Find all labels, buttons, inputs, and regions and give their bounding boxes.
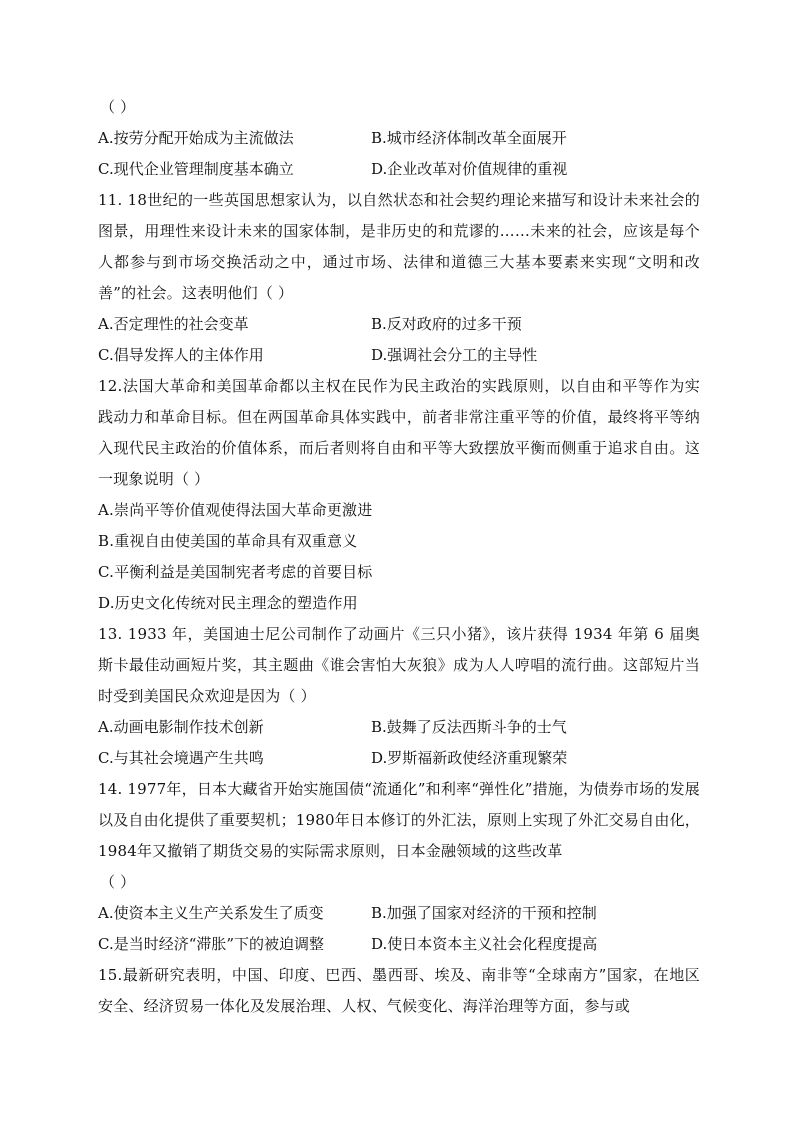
q13-stem: 13. 1933 年，美国迪士尼公司制作了动画片《三只小猪》，该片获得 1934 年第 6 届奥斯卡最佳动画短片奖，其主题曲《谁会害怕大灰狼》成为人人哼唱的流行曲。这部短片当时受到美国民众欢迎是因为（ ） [98,625,700,705]
q11-stem: 11. 18世纪的一些英国思想家认为，以自然状态和社会契约理论来描写和设计未来社会的图景，用理性来设计未来的国家体制，是非历史的和荒谬的……未来的社会，应该是每个人都参与到市场交换活动之中，通过市场、法律和道德三大基本要素来实现“文明和改善”的社会。这表明他们（ ） [98,191,700,302]
q14-options-row-1 [98,898,700,929]
exam-page [98,92,700,1022]
q11-options-row-1 [98,309,700,340]
q10-answer-paren: （ ） [100,98,136,116]
q12-option-b: B.重视自由使美国的革命具有双重意义 [98,532,358,550]
q13-option-d: D.罗斯福新政使经济重现繁荣 [371,749,568,767]
q11-option-b: B.反对政府的过多干预 [371,315,522,333]
q10-option-c: C.现代企业管理制度基本确立 [98,160,294,178]
q10-options-row-1 [98,123,700,154]
q12-option-a: A.崇尚平等价值观使得法国大革命更激进 [98,501,373,519]
q14-answer-paren: （ ） [100,873,136,891]
q13-option-c: C.与其社会境遇产生共鸣 [98,749,264,767]
q11-option-d: D.强调社会分工的主导性 [371,346,538,364]
q13-option-b: B.鼓舞了反法西斯斗争的士气 [371,718,567,736]
q11-option-a: A.否定理性的社会变革 [98,315,249,333]
q14-option-c: C.是当时经济“滞胀”下的被迫调整 [98,935,325,953]
q12-stem: 12.法国大革命和美国革命都以主权在民作为民主政治的实践原则，以自由和平等作为实践动力和革命目标。但在两国革命具体实践中，前者非常注重平等的价值，最终将平等纳入现代民主政治的价值体系，而后者则将自由和平等大致摆放平衡而侧重于追求自由。这一现象说明（ ） [98,377,700,488]
q12-option-d: D.历史文化传统对民主理念的塑造作用 [98,594,358,612]
q14-option-d: D.使日本资本主义社会化程度提高 [371,935,598,953]
q10-option-a: A.按劳分配开始成为主流做法 [98,129,294,147]
q14-stem: 14. 1977年，日本大藏省开始实施国债“流通化”和利率“弹性化”措施，为债券市场的发展以及自由化提供了重要契机；1980年日本修订的外汇法，原则上实现了外汇交易自由化，1984年又撤销了期货交易的实际需求原则，日本金融领域的这些改革 [98,780,700,860]
q13-options-row-1 [98,712,700,743]
q14-option-a: A.使资本主义生产关系发生了质变 [98,904,324,922]
q13-option-a: A.动画电影制作技术创新 [98,718,264,736]
q11-options-row-2 [98,340,700,371]
q13-options-row-2 [98,743,700,774]
q11-option-c: C.倡导发挥人的主体作用 [98,346,264,364]
q10-option-b: B.城市经济体制改革全面展开 [371,129,567,147]
q14-options-row-2 [98,929,700,960]
q15-stem: 15.最新研究表明，中国、印度、巴西、墨西哥、埃及、南非等“全球南方”国家，在地区安全、经济贸易一体化及发展治理、人权、气候变化、海洋治理等方面，参与或 [98,966,700,1015]
q10-option-d: D.企业改革对价值规律的重视 [371,160,568,178]
q10-options-row-2 [98,154,700,185]
q12-option-c: C.平衡利益是美国制宪者考虑的首要目标 [98,563,373,581]
q14-option-b: B.加强了国家对经济的干预和控制 [371,904,597,922]
